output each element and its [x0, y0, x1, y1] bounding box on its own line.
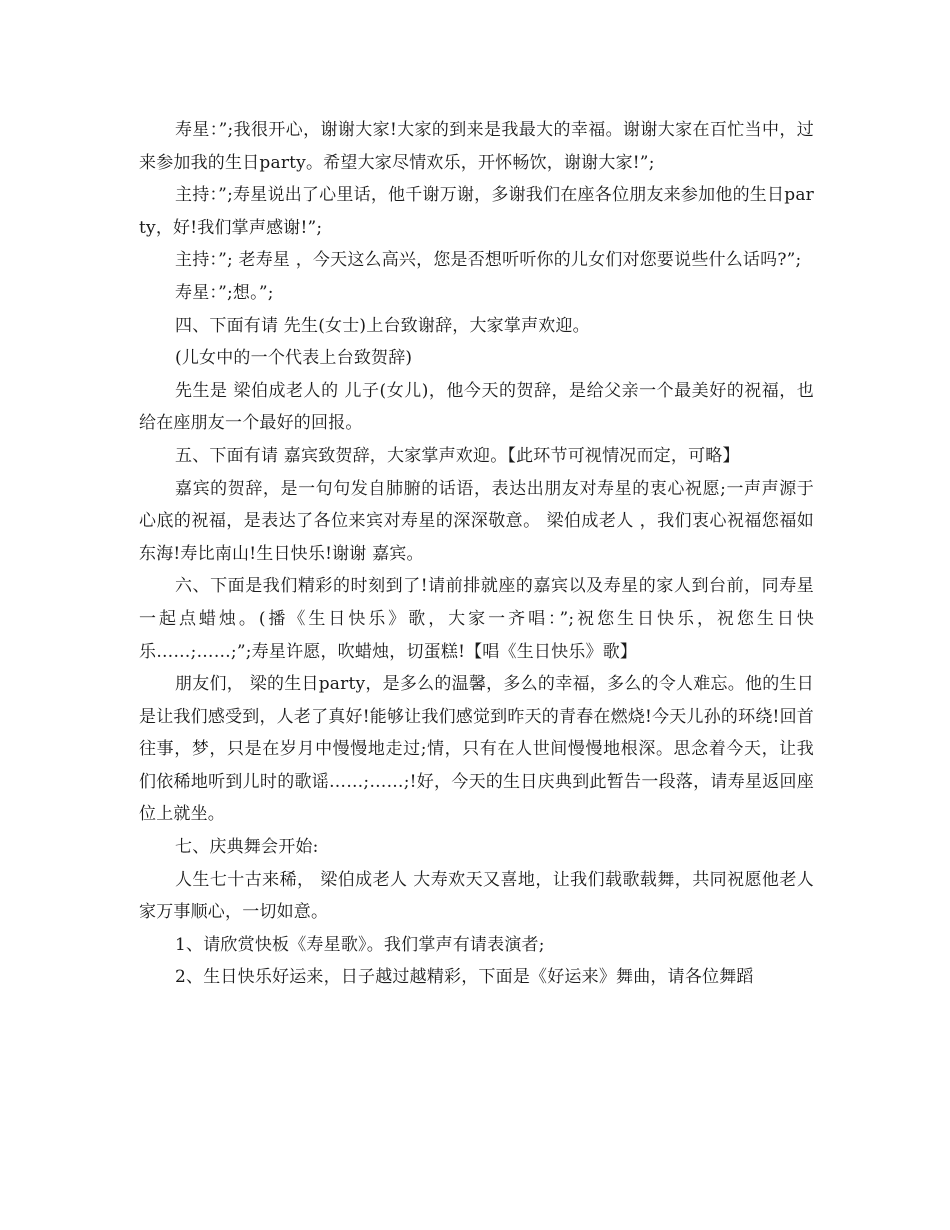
paragraph-host-thanks: 主持：”;寿星说出了心里话，他千谢万谢，多谢我们在座各位朋友来参加他的生日party，好!我们掌声感谢!”;	[139, 185, 814, 238]
list-item-2: 2、生日快乐好运来，日子越过越精彩，下面是《好运来》舞曲，请各位舞蹈	[175, 967, 754, 988]
paragraph-host-question: 主持：”; 老寿星 ，今天这么高兴，您是否想听听你的儿女们对您要说些什么话吗?”;	[175, 250, 802, 271]
paragraph-son-speech: 先生是 梁伯成老人的 儿子(女儿)，他今天的贺辞，是给父亲一个最美好的祝福，也给在座朋友一个最好的回报。	[139, 380, 814, 434]
section-six-heading: 六、下面是我们精彩的时刻到了!请前排就座的嘉宾以及寿星的家人到台前，同寿星一起点蜡烛。(播《生日快乐》歌，大家一齐唱：”;祝您生日快乐，祝您生日快乐……;……;”;寿星许愿，吹蜡烛，切蛋糕!【唱《生日快乐》歌】	[139, 576, 814, 662]
section-five-heading: 五、下面有请 嘉宾致贺辞，大家掌声欢迎。【此环节可视情况而定，可略】	[175, 445, 740, 466]
document-body	[139, 114, 814, 994]
section-four-heading: 四、下面有请 先生(女士)上台致谢辞，大家掌声欢迎。	[175, 315, 590, 336]
section-seven-heading: 七、庆典舞会开始:	[175, 837, 319, 858]
paragraph-shouxing-thanks: 寿星：”;我很开心，谢谢大家!大家的到来是我最大的幸福。谢谢大家在百忙当中，过来参加我的生日party。希望大家尽情欢乐，开怀畅饮，谢谢大家!”;	[139, 120, 814, 173]
paragraph-friends: 朋友们， 梁的生日party，是多么的温馨，多么的幸福，多么的令人难忘。他的生日是让我们感受到，人老了真好!能够让我们感觉到昨天的青春在燃烧!今天儿孙的环绕!回首往事，梦，只是在岁月中慢慢地走过;情，只有在人世间慢慢地根深。思念着今天，让我们依稀地听到儿时的歌谣……;……;!好，今天的生日庆典到此暂告一段落，请寿星返回座位上就坐。	[139, 674, 814, 825]
list-item-1: 1、请欣赏快板《寿星歌》。我们掌声有请表演者;	[175, 934, 545, 955]
paragraph-guest-speech: 嘉宾的贺辞，是一句句发自肺腑的话语，表达出朋友对寿星的衷心祝愿;一声声源于心底的祝福，是表达了各位来宾对寿星的深深敬意。 梁伯成老人 ，我们衷心祝福您福如东海!寿比南山!生日快乐!谢谢 嘉宾。	[139, 478, 814, 564]
paragraph-dance-intro: 人生七十古来稀， 梁伯成老人 大寿欢天又喜地，让我们载歌载舞，共同祝愿他老人家万事顺心，一切如意。	[139, 869, 814, 923]
paragraph-shouxing-answer: 寿星：”;想。”;	[175, 282, 274, 303]
paragraph-stage-note: (儿女中的一个代表上台致贺辞)	[175, 348, 413, 369]
